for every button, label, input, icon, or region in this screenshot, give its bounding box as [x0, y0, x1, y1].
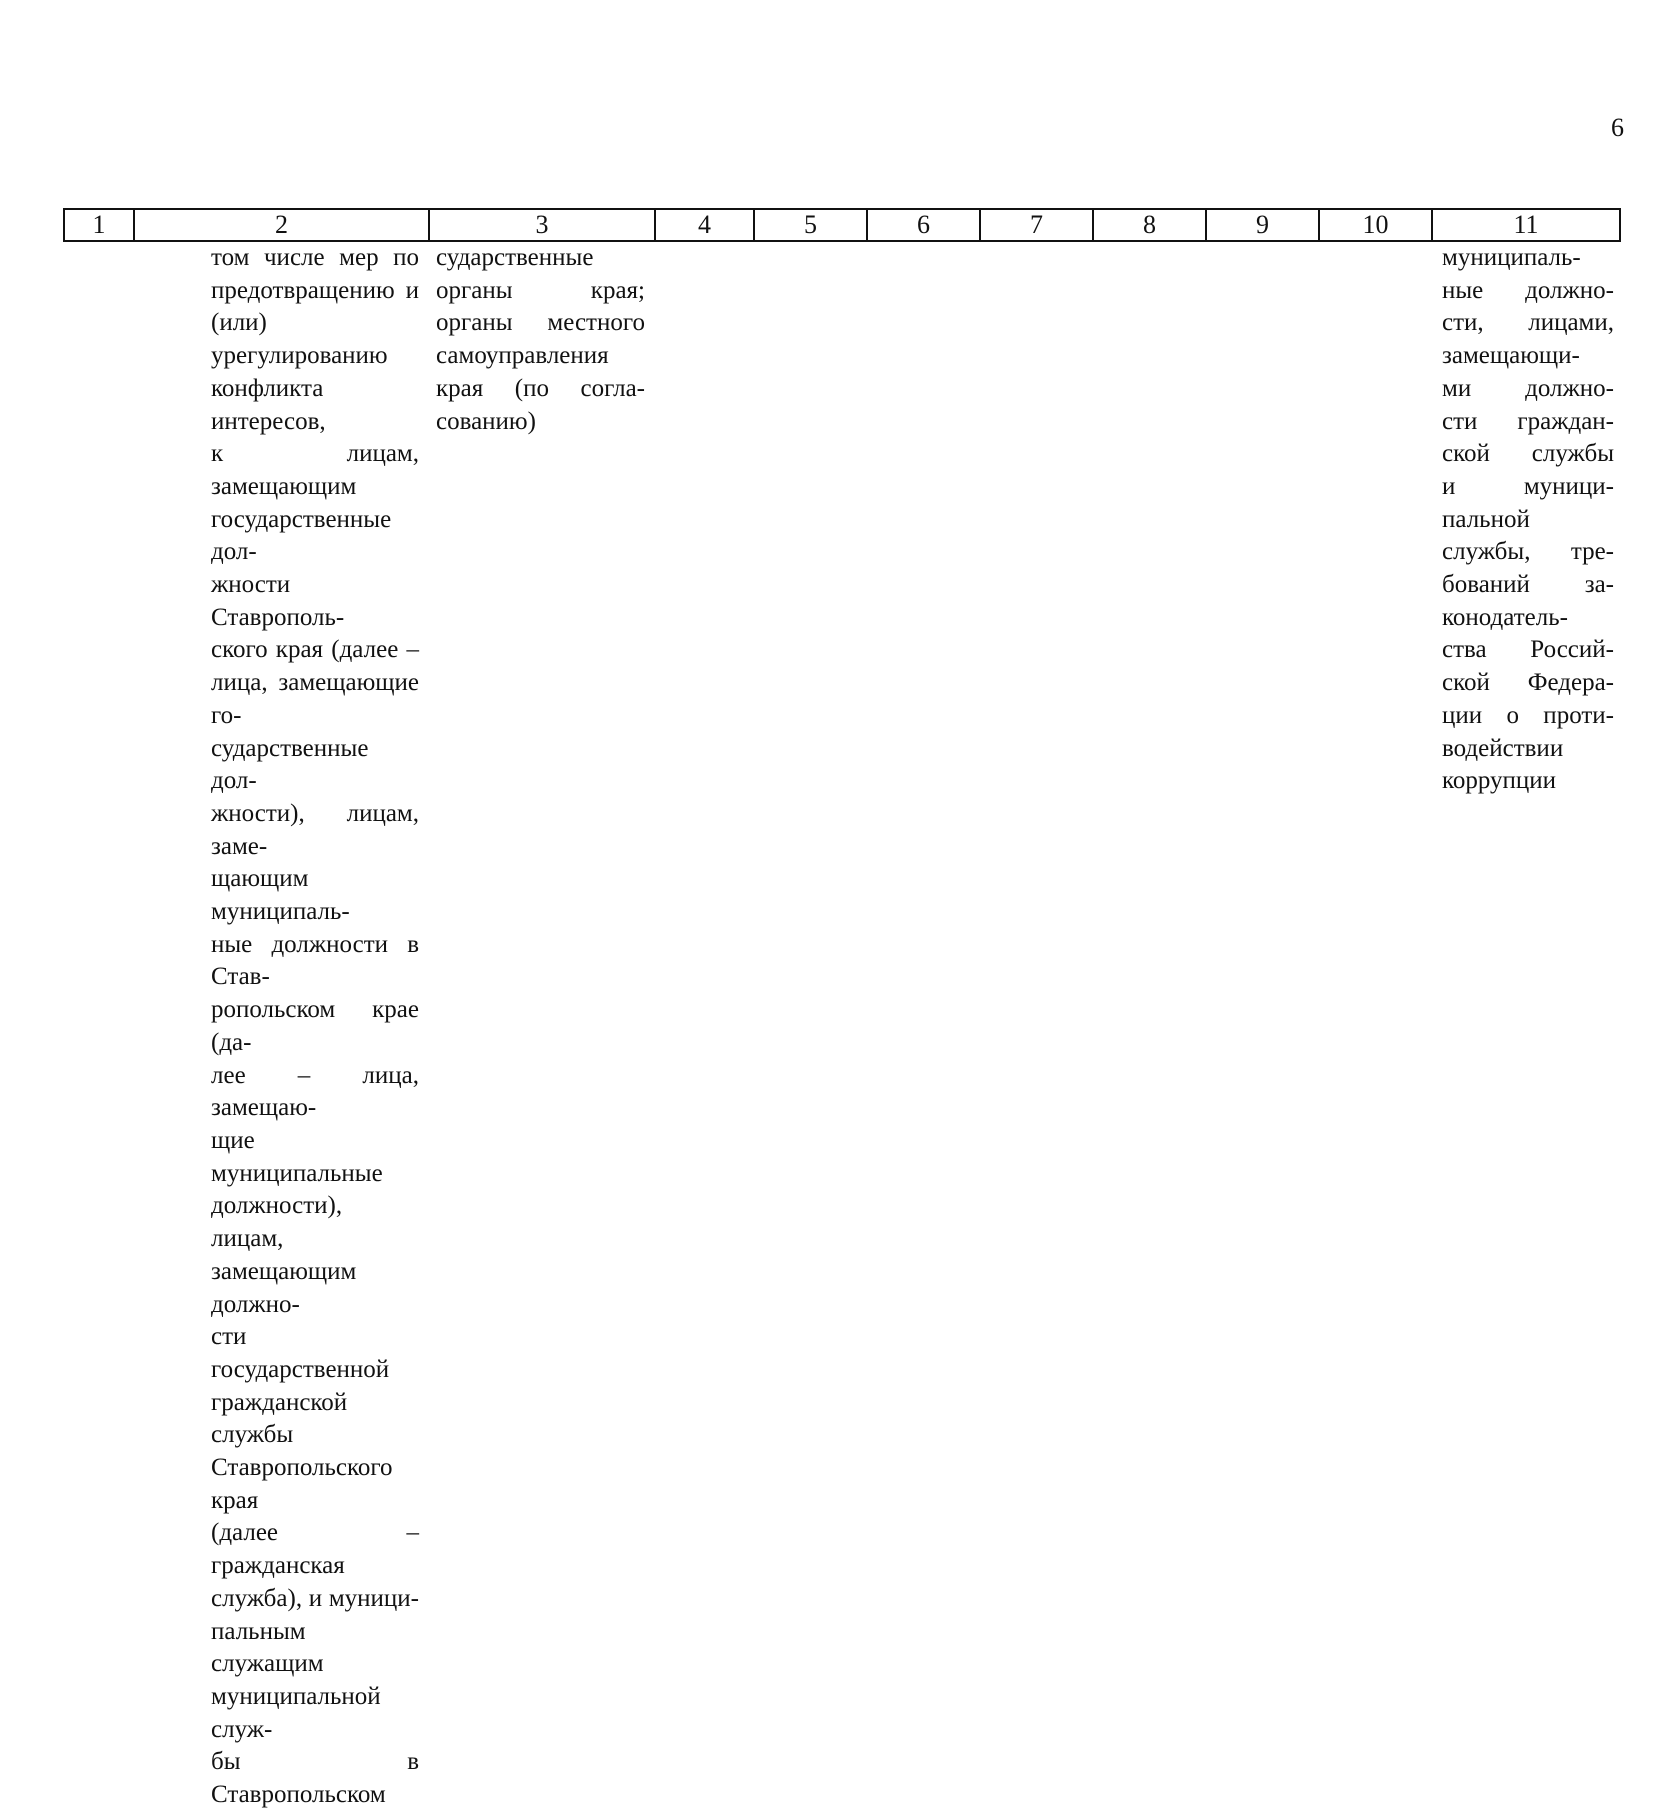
- text-line: щие муниципальные: [211, 1126, 383, 1187]
- text-line: замещающим должно-: [211, 1257, 357, 1318]
- text-line: государственные дол-: [211, 505, 392, 566]
- text-line: предотвращению и: [211, 276, 419, 304]
- text-line: служба), и муници-: [211, 1584, 419, 1612]
- text-line: (или) урегулированию: [211, 309, 388, 370]
- text-line: муниципаль-: [1442, 244, 1581, 271]
- text-line: самоуправления: [436, 342, 609, 370]
- cell-col1: [64, 241, 134, 1812]
- text-line: замещающи-: [1442, 342, 1580, 370]
- text-line: том числе мер по: [211, 244, 419, 271]
- table-header: [64, 209, 1620, 241]
- column-number-2: 2: [134, 209, 429, 241]
- text-line: ми должно-: [1442, 374, 1614, 402]
- text-line: водействии: [1442, 734, 1564, 762]
- text-line: ные должно-: [1442, 276, 1614, 304]
- text-line: ской службы: [1442, 440, 1614, 468]
- column-number-10: 10: [1319, 209, 1432, 241]
- text-line: пальным служащим: [211, 1617, 324, 1678]
- responsible-bodies-text: [429, 242, 655, 438]
- text-line: жности), лицам, заме-: [211, 799, 419, 860]
- column-number-11: 11: [1432, 209, 1620, 241]
- text-line: службы, тре-: [1442, 538, 1614, 566]
- text-line: сударственные дол-: [211, 734, 369, 795]
- text-line: лее – лица, замещаю-: [211, 1061, 419, 1122]
- text-line: сударственные: [436, 244, 594, 271]
- text-line: сти, лицами,: [1442, 309, 1614, 337]
- text-line: муниципальной служ-: [211, 1682, 381, 1743]
- cell-col4: [655, 241, 754, 1812]
- cell-col9: [1206, 241, 1319, 1812]
- text-line: конфликта интересов,: [211, 374, 326, 435]
- cell-responsible-bodies: [429, 241, 655, 1812]
- column-number-8: 8: [1093, 209, 1206, 241]
- text-line: лица, замещающие го-: [211, 669, 419, 729]
- cell-col8: [1093, 241, 1206, 1812]
- text-line: сти граждан-: [1442, 407, 1614, 435]
- expected-result-text: [1432, 242, 1620, 798]
- text-line: сованию): [436, 407, 536, 435]
- cell-col7: [980, 241, 1093, 1812]
- text-line: ства Россий-: [1442, 636, 1614, 664]
- text-line: пальной: [1442, 505, 1530, 533]
- column-number-4: 4: [655, 209, 754, 241]
- text-line: жности Ставрополь-: [211, 571, 345, 631]
- text-line: органы местного: [436, 309, 645, 337]
- column-number-6: 6: [867, 209, 980, 241]
- column-number-5: 5: [754, 209, 867, 241]
- text-line: ные должности в Став-: [211, 930, 419, 991]
- column-number-7: 7: [980, 209, 1093, 241]
- text-line: должности), лицам,: [211, 1192, 343, 1253]
- text-line: и муници-: [1442, 472, 1614, 500]
- table-row: [64, 241, 1620, 1812]
- measures-table: [63, 208, 1621, 1812]
- text-line: к лицам, замещающим: [211, 440, 419, 500]
- cell-col6: [867, 241, 980, 1812]
- text-line: коррупции: [1442, 767, 1557, 795]
- text-line: сти государственной: [211, 1323, 390, 1383]
- column-number-row: [64, 209, 1620, 241]
- measure-description-text: [134, 242, 429, 1812]
- cell-expected-result: [1432, 241, 1620, 1812]
- text-line: щающим муниципаль-: [211, 865, 350, 926]
- text-line: ской Федера-: [1442, 669, 1614, 697]
- text-line: края (по согла-: [436, 374, 645, 402]
- text-line: гражданской службы: [211, 1388, 348, 1449]
- cell-col5: [754, 241, 867, 1812]
- text-line: Ставропольского края: [211, 1454, 393, 1514]
- text-line: ции о проти-: [1442, 701, 1614, 729]
- text-line: бований за-: [1442, 571, 1614, 599]
- text-line: ского края (далее –: [211, 636, 419, 664]
- column-number-3: 3: [429, 209, 655, 241]
- column-number-9: 9: [1206, 209, 1319, 241]
- column-number-1: 1: [64, 209, 134, 241]
- text-line: конодатель-: [1442, 603, 1568, 631]
- text-line: бы в Ставропольском: [211, 1748, 419, 1809]
- cell-col10: [1319, 241, 1432, 1812]
- page-number: 6: [1611, 113, 1624, 142]
- text-line: (далее – гражданская: [211, 1519, 419, 1580]
- text-line: органы края;: [436, 276, 645, 304]
- cell-measure-description: [134, 241, 429, 1812]
- text-line: ропольском крае (да-: [211, 996, 419, 1056]
